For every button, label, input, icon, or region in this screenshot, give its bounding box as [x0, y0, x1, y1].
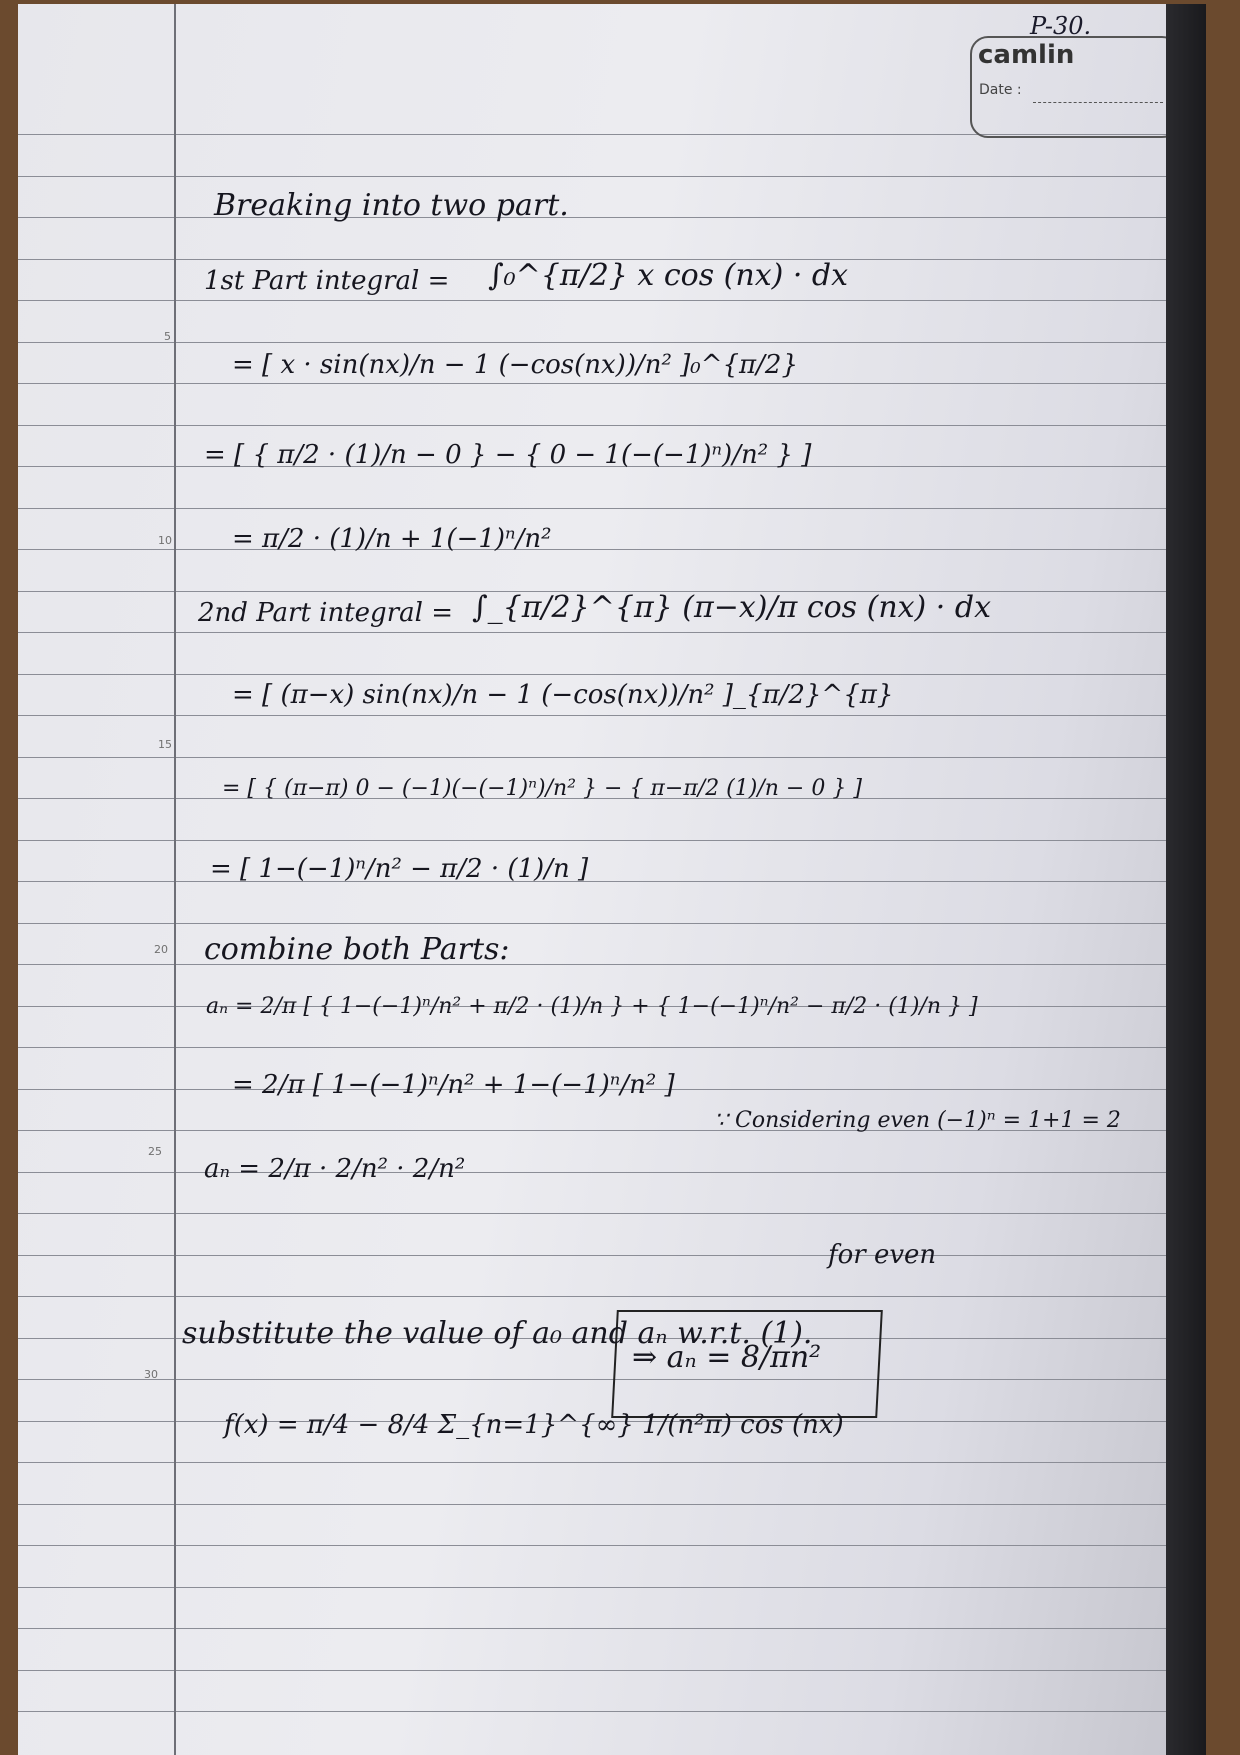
ruled-line — [18, 342, 1168, 343]
brand-logo: camlin — [978, 40, 1075, 70]
margin-number: 25 — [148, 1145, 162, 1158]
ruled-line — [18, 217, 1168, 218]
ruled-line — [18, 176, 1168, 177]
part2-step2: = [ { (π−π) 0 − (−1)(−(−1)ⁿ)/n² } − { π−π/2 (1)/n − 0 } ] — [222, 776, 862, 801]
margin-number: 15 — [158, 738, 172, 751]
for-even-note: for even — [828, 1240, 937, 1270]
an-line-1: aₙ = 2/π [ { 1−(−1)ⁿ/n² + π/2 · (1)/n } + { 1−(−1)ⁿ/n² − π/2 · (1)/n } ] — [206, 994, 978, 1019]
ruled-line — [18, 1296, 1168, 1297]
an-line-3: aₙ = 2/π · 2/n² · 2/n² — [204, 1154, 466, 1184]
ruled-line — [18, 300, 1168, 301]
margin-line — [174, 4, 176, 1755]
an-line-2: = 2/π [ 1−(−1)ⁿ/n² + 1−(−1)ⁿ/n² ] — [232, 1070, 675, 1100]
substitute-line: substitute the value of a₀ and aₙ w.r.t. (1). — [182, 1316, 813, 1351]
ruled-line — [18, 1670, 1168, 1671]
ruled-line — [18, 1462, 1168, 1463]
ruled-line — [18, 674, 1168, 675]
ruled-line — [18, 1545, 1168, 1546]
part1-step2: = [ { π/2 · (1)/n − 0 } − { 0 − 1(−(−1)ⁿ)/n² } ] — [204, 440, 812, 470]
part2-result: = [ 1−(−1)ⁿ/n² − π/2 · (1)/n ] — [210, 854, 589, 884]
part1-integral: ∫₀^{π/2} x cos (nx) · dx — [488, 258, 849, 293]
ruled-line — [18, 964, 1168, 965]
notebook-binding — [1166, 4, 1206, 1755]
combine-line: combine both Parts: — [204, 932, 510, 967]
part1-label: 1st Part integral = — [204, 266, 450, 296]
ruled-line — [18, 549, 1168, 550]
ruled-line — [18, 1255, 1168, 1256]
boxed-answer: ⇒ aₙ = 8/πn² — [632, 1340, 822, 1375]
margin-number: 20 — [154, 943, 168, 956]
part1-result: = π/2 · (1)/n + 1(−1)ⁿ/n² — [232, 524, 552, 554]
ruled-line — [18, 1628, 1168, 1629]
page-number: P-30. — [1030, 12, 1092, 40]
ruled-line — [18, 632, 1168, 633]
ruled-line — [18, 923, 1168, 924]
ruled-line — [18, 1172, 1168, 1173]
part1-step1: = [ x · sin(nx)/n − 1 (−cos(nx))/n² ]₀^{π/2} — [232, 350, 798, 380]
considering-note: ∵ Considering even (−1)ⁿ = 1+1 = 2 — [714, 1108, 1121, 1133]
ruled-line — [18, 1047, 1168, 1048]
final-equation: f(x) = π/4 − 8/4 Σ_{n=1}^{∞} 1/(n²π) cos (nx) — [224, 1410, 844, 1440]
ruled-line — [18, 1379, 1168, 1380]
ruled-line — [18, 1711, 1168, 1712]
ruled-line — [18, 1587, 1168, 1588]
heading-line: Breaking into two part. — [214, 188, 569, 223]
margin-number: 5 — [164, 330, 171, 343]
ruled-line — [18, 715, 1168, 716]
ruled-line — [18, 881, 1168, 882]
ruled-line — [18, 1504, 1168, 1505]
margin-number: 30 — [144, 1368, 158, 1381]
part2-integral: ∫_{π/2}^{π} (π−x)/π cos (nx) · dx — [472, 590, 991, 625]
ruled-line — [18, 757, 1168, 758]
ruled-line — [18, 840, 1168, 841]
part2-step1: = [ (π−x) sin(nx)/n − 1 (−cos(nx))/n² ]_{π/2}^{π} — [232, 680, 894, 710]
ruled-line — [18, 1213, 1168, 1214]
ruled-line — [18, 508, 1168, 509]
ruled-line — [18, 425, 1168, 426]
date-label: Date : — [979, 82, 1022, 98]
ruled-line — [18, 383, 1168, 384]
notebook-page — [18, 4, 1206, 1755]
margin-number: 10 — [158, 534, 172, 547]
date-line — [1033, 102, 1163, 103]
part2-label: 2nd Part integral = — [198, 598, 453, 628]
